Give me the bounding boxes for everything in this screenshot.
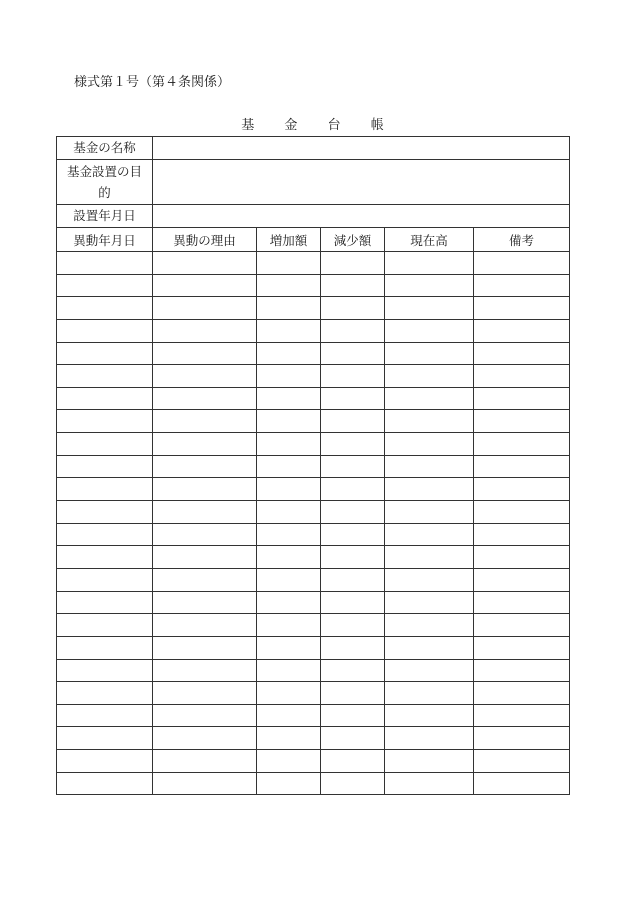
- cell-decrease[interactable]: [321, 659, 385, 682]
- cell-change-reason[interactable]: [153, 455, 257, 478]
- cell-change-reason[interactable]: [153, 659, 257, 682]
- cell-increase[interactable]: [257, 546, 321, 569]
- cell-increase[interactable]: [257, 387, 321, 410]
- cell-change-date[interactable]: [57, 546, 153, 569]
- cell-remarks[interactable]: [474, 704, 570, 727]
- cell-change-reason[interactable]: [153, 478, 257, 501]
- cell-increase[interactable]: [257, 727, 321, 750]
- table-row: [57, 772, 570, 795]
- cell-change-reason[interactable]: [153, 568, 257, 591]
- cell-increase[interactable]: [257, 455, 321, 478]
- purpose-label-line1: 基金設置の目: [66, 164, 142, 179]
- cell-remarks[interactable]: [474, 772, 570, 795]
- cell-increase[interactable]: [257, 591, 321, 614]
- cell-change-date[interactable]: [57, 478, 153, 501]
- cell-decrease[interactable]: [321, 772, 385, 795]
- form-number-label: 様式第１号（第４条関係）: [74, 75, 231, 90]
- cell-decrease[interactable]: [321, 727, 385, 750]
- cell-remarks[interactable]: [474, 682, 570, 705]
- cell-balance[interactable]: [385, 659, 474, 682]
- fund-name-value[interactable]: [153, 137, 570, 160]
- cell-decrease[interactable]: [321, 591, 385, 614]
- table-row: [57, 591, 570, 614]
- cell-change-date[interactable]: [57, 252, 153, 275]
- cell-balance[interactable]: [385, 501, 474, 524]
- cell-increase[interactable]: [257, 772, 321, 795]
- cell-decrease[interactable]: [321, 682, 385, 705]
- purpose-label: [57, 160, 153, 205]
- cell-remarks[interactable]: [474, 523, 570, 546]
- cell-increase[interactable]: [257, 319, 321, 342]
- cell-remarks[interactable]: [474, 636, 570, 659]
- cell-remarks[interactable]: [474, 750, 570, 773]
- cell-increase[interactable]: [257, 410, 321, 433]
- cell-increase[interactable]: [257, 252, 321, 275]
- cell-change-date[interactable]: [57, 410, 153, 433]
- cell-balance[interactable]: [385, 252, 474, 275]
- cell-increase[interactable]: [257, 342, 321, 365]
- cell-change-reason[interactable]: [153, 365, 257, 388]
- cell-change-reason[interactable]: [153, 342, 257, 365]
- cell-balance[interactable]: [385, 410, 474, 433]
- cell-remarks[interactable]: [474, 342, 570, 365]
- cell-change-reason[interactable]: [153, 614, 257, 637]
- cell-remarks[interactable]: [474, 546, 570, 569]
- cell-decrease[interactable]: [321, 501, 385, 524]
- cell-increase[interactable]: [257, 433, 321, 456]
- cell-increase[interactable]: [257, 365, 321, 388]
- table-row: [57, 750, 570, 773]
- table-row: [57, 614, 570, 637]
- cell-increase[interactable]: [257, 750, 321, 773]
- fund-ledger-table: [56, 136, 570, 795]
- cell-balance[interactable]: [385, 433, 474, 456]
- table-row: [57, 319, 570, 342]
- column-header-increase: 増加額: [257, 228, 321, 252]
- cell-balance[interactable]: [385, 704, 474, 727]
- table-row: [57, 410, 570, 433]
- cell-increase[interactable]: [257, 478, 321, 501]
- cell-change-reason[interactable]: [153, 772, 257, 795]
- cell-change-reason[interactable]: [153, 523, 257, 546]
- cell-remarks[interactable]: [474, 501, 570, 524]
- table-row: [57, 455, 570, 478]
- cell-balance[interactable]: [385, 523, 474, 546]
- cell-remarks[interactable]: [474, 568, 570, 591]
- cell-increase[interactable]: [257, 682, 321, 705]
- cell-change-date[interactable]: [57, 319, 153, 342]
- fund-name-label: 基金の名称: [57, 137, 153, 160]
- table-row: [57, 433, 570, 456]
- purpose-label-line2: 的: [98, 185, 111, 200]
- cell-decrease[interactable]: [321, 342, 385, 365]
- column-header-change-date: 異動年月日: [57, 228, 153, 252]
- cell-change-reason[interactable]: [153, 501, 257, 524]
- cell-change-reason[interactable]: [153, 410, 257, 433]
- cell-decrease[interactable]: [321, 704, 385, 727]
- cell-balance[interactable]: [385, 591, 474, 614]
- cell-change-date[interactable]: [57, 568, 153, 591]
- cell-change-date[interactable]: [57, 501, 153, 524]
- cell-change-date[interactable]: [57, 591, 153, 614]
- cell-remarks[interactable]: [474, 410, 570, 433]
- table-row: [57, 704, 570, 727]
- table-row: [57, 252, 570, 275]
- cell-remarks[interactable]: [474, 614, 570, 637]
- cell-remarks[interactable]: [474, 591, 570, 614]
- cell-change-reason[interactable]: [153, 433, 257, 456]
- cell-balance[interactable]: [385, 387, 474, 410]
- cell-decrease[interactable]: [321, 568, 385, 591]
- fund-name-row: [57, 137, 570, 160]
- cell-change-reason[interactable]: [153, 750, 257, 773]
- established-date-row: [57, 205, 570, 228]
- cell-change-reason[interactable]: [153, 704, 257, 727]
- cell-balance[interactable]: [385, 614, 474, 637]
- cell-remarks[interactable]: [474, 297, 570, 320]
- cell-decrease[interactable]: [321, 455, 385, 478]
- cell-increase[interactable]: [257, 614, 321, 637]
- cell-remarks[interactable]: [474, 319, 570, 342]
- table-row: [57, 342, 570, 365]
- cell-balance[interactable]: [385, 478, 474, 501]
- cell-change-date[interactable]: [57, 750, 153, 773]
- document-title: [56, 117, 569, 135]
- purpose-row: [57, 160, 570, 205]
- cell-decrease[interactable]: [321, 274, 385, 297]
- cell-balance[interactable]: [385, 772, 474, 795]
- established-date-value[interactable]: [153, 205, 570, 228]
- cell-change-date[interactable]: [57, 659, 153, 682]
- cell-change-date[interactable]: [57, 727, 153, 750]
- cell-change-date[interactable]: [57, 342, 153, 365]
- cell-remarks[interactable]: [474, 727, 570, 750]
- cell-balance[interactable]: [385, 455, 474, 478]
- cell-increase[interactable]: [257, 274, 321, 297]
- cell-change-reason[interactable]: [153, 274, 257, 297]
- cell-balance[interactable]: [385, 342, 474, 365]
- title-char: 帳: [370, 118, 384, 133]
- cell-remarks[interactable]: [474, 365, 570, 388]
- cell-change-date[interactable]: [57, 772, 153, 795]
- table-row: [57, 727, 570, 750]
- cell-decrease[interactable]: [321, 410, 385, 433]
- cell-increase[interactable]: [257, 501, 321, 524]
- cell-change-reason[interactable]: [153, 252, 257, 275]
- table-row: [57, 682, 570, 705]
- table-row: [57, 636, 570, 659]
- cell-change-date[interactable]: [57, 682, 153, 705]
- cell-increase[interactable]: [257, 659, 321, 682]
- cell-change-date[interactable]: [57, 365, 153, 388]
- cell-balance[interactable]: [385, 319, 474, 342]
- cell-change-date[interactable]: [57, 433, 153, 456]
- cell-change-date[interactable]: [57, 704, 153, 727]
- table-row: [57, 523, 570, 546]
- column-header-remarks: 備考: [474, 228, 570, 252]
- cell-decrease[interactable]: [321, 750, 385, 773]
- cell-decrease[interactable]: [321, 297, 385, 320]
- table-row: [57, 387, 570, 410]
- cell-change-date[interactable]: [57, 636, 153, 659]
- cell-balance[interactable]: [385, 750, 474, 773]
- column-header-decrease: 減少額: [321, 228, 385, 252]
- cell-change-date[interactable]: [57, 614, 153, 637]
- cell-change-reason[interactable]: [153, 319, 257, 342]
- cell-change-reason[interactable]: [153, 682, 257, 705]
- cell-increase[interactable]: [257, 523, 321, 546]
- cell-change-date[interactable]: [57, 455, 153, 478]
- cell-balance[interactable]: [385, 568, 474, 591]
- established-date-label: 設置年月日: [57, 205, 153, 228]
- cell-remarks[interactable]: [474, 478, 570, 501]
- cell-balance[interactable]: [385, 274, 474, 297]
- cell-decrease[interactable]: [321, 433, 385, 456]
- table-row: [57, 274, 570, 297]
- title-char: 金: [284, 118, 298, 133]
- cell-remarks[interactable]: [474, 433, 570, 456]
- cell-increase[interactable]: [257, 568, 321, 591]
- cell-decrease[interactable]: [321, 614, 385, 637]
- title-char: 台: [327, 118, 341, 133]
- cell-change-date[interactable]: [57, 297, 153, 320]
- cell-balance[interactable]: [385, 365, 474, 388]
- cell-balance[interactable]: [385, 636, 474, 659]
- cell-change-reason[interactable]: [153, 727, 257, 750]
- title-char: 基: [241, 118, 255, 133]
- cell-decrease[interactable]: [321, 365, 385, 388]
- table-row: [57, 659, 570, 682]
- cell-balance[interactable]: [385, 682, 474, 705]
- cell-increase[interactable]: [257, 704, 321, 727]
- cell-change-reason[interactable]: [153, 636, 257, 659]
- cell-balance[interactable]: [385, 297, 474, 320]
- cell-change-date[interactable]: [57, 274, 153, 297]
- cell-balance[interactable]: [385, 546, 474, 569]
- cell-change-reason[interactable]: [153, 387, 257, 410]
- table-row: [57, 365, 570, 388]
- cell-change-reason[interactable]: [153, 546, 257, 569]
- cell-decrease[interactable]: [321, 252, 385, 275]
- cell-remarks[interactable]: [474, 387, 570, 410]
- table-row: [57, 568, 570, 591]
- cell-increase[interactable]: [257, 636, 321, 659]
- cell-change-date[interactable]: [57, 387, 153, 410]
- column-header-change-reason: 異動の理由: [153, 228, 257, 252]
- cell-decrease[interactable]: [321, 546, 385, 569]
- cell-decrease[interactable]: [321, 636, 385, 659]
- cell-increase[interactable]: [257, 297, 321, 320]
- cell-remarks[interactable]: [474, 274, 570, 297]
- cell-remarks[interactable]: [474, 455, 570, 478]
- cell-remarks[interactable]: [474, 252, 570, 275]
- cell-change-reason[interactable]: [153, 591, 257, 614]
- cell-decrease[interactable]: [321, 319, 385, 342]
- table-row: [57, 478, 570, 501]
- cell-decrease[interactable]: [321, 523, 385, 546]
- cell-decrease[interactable]: [321, 478, 385, 501]
- cell-change-date[interactable]: [57, 523, 153, 546]
- table-row: [57, 501, 570, 524]
- cell-change-reason[interactable]: [153, 297, 257, 320]
- purpose-value[interactable]: [153, 160, 570, 205]
- cell-decrease[interactable]: [321, 387, 385, 410]
- cell-remarks[interactable]: [474, 659, 570, 682]
- table-row: [57, 546, 570, 569]
- column-header-balance: 現在高: [385, 228, 474, 252]
- table-row: [57, 297, 570, 320]
- ledger-header-row: [57, 228, 570, 252]
- cell-balance[interactable]: [385, 727, 474, 750]
